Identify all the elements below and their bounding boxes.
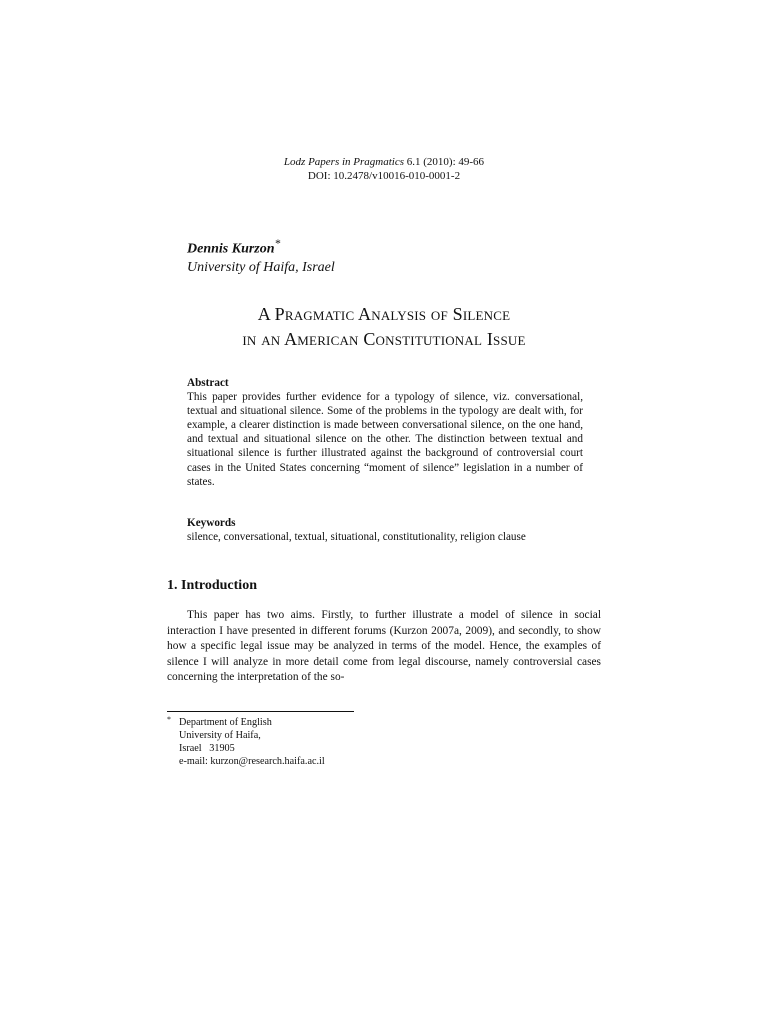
footnote-line: Israel 31905	[179, 743, 235, 754]
title-line-2: in an American Constitutional Issue	[242, 329, 526, 349]
journal-name: Lodz Papers in Pragmatics	[283, 156, 405, 168]
journal-header	[0, 155, 768, 183]
footnote-mark: *	[167, 715, 171, 724]
footnote-divider	[167, 711, 354, 712]
introduction-paragraph: This paper has two aims. Firstly, to further illustrate a model of silence in social interaction I have presented in different forums (Kurzon 2007a, 2009), and secondly, to show how a specific legal issue may be analyzed in terms of the model. Hence, the examples of silence I will analyze in more detail come from legal discourse, namely controversial cases concerning the interpretation of the so-	[167, 609, 601, 684]
footnote-line: University of Haifa,	[179, 730, 261, 741]
journal-citation	[0, 155, 768, 169]
keywords-heading: Keywords	[187, 517, 236, 529]
abstract-section	[187, 376, 583, 489]
author-affiliation: University of Haifa, Israel	[187, 259, 335, 275]
introduction-heading: 1. Introduction	[167, 578, 257, 593]
keywords-section	[187, 516, 587, 544]
footnote-line: e-mail: kurzon@research.haifa.ac.il	[179, 756, 325, 767]
footnote-line: Department of English	[179, 717, 272, 728]
abstract-text: This paper provides further evidence for a typology of silence, viz. conversational, textual and situational silence. Some of the problems in the typology are dealt with, for example, a clearer distinction is made between conversational silence, on the one hand, and textual and situational silence on the other. The distinction between textual and situational silence is further illustrated against the background of controversial court cases in the United States concerning “moment of silence” legislation in a number of states.	[187, 391, 583, 488]
introduction-body	[167, 608, 601, 686]
abstract-heading: Abstract	[187, 377, 229, 389]
author-footnote-mark: *	[274, 237, 281, 250]
keywords-text: silence, conversational, textual, situational, constitutionality, religion clause	[187, 531, 526, 544]
author-block	[187, 235, 335, 277]
title-line-1: A Pragmatic Analysis of Silence	[257, 304, 511, 324]
journal-doi: DOI: 10.2478/v10016-010-0001-2	[307, 170, 461, 182]
paper-title	[0, 302, 768, 352]
footnote	[167, 716, 325, 768]
journal-volume-pages: 6.1 (2010): 49-66	[404, 156, 485, 168]
author-name: Dennis Kurzon	[187, 241, 275, 257]
